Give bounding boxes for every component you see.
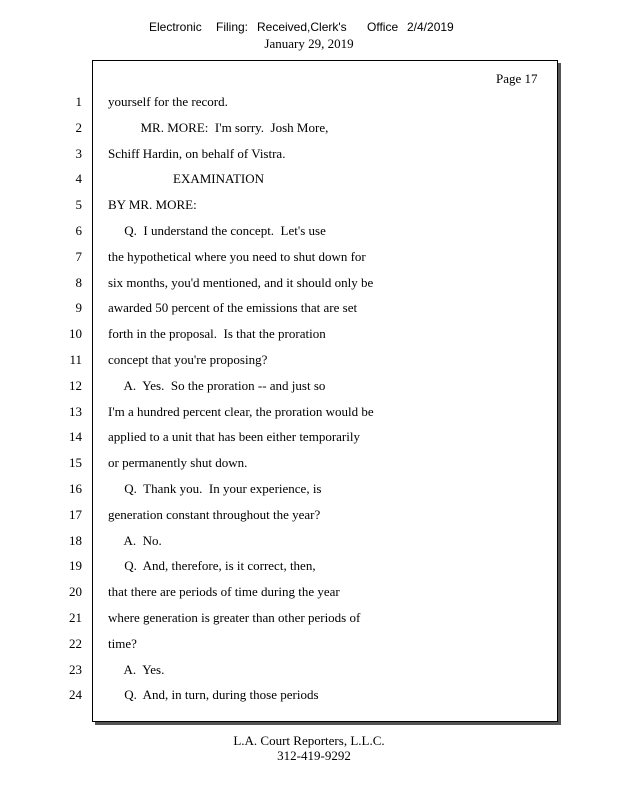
line-text: six months, you'd mentioned, and it should only be xyxy=(108,274,374,290)
line-number: 3 xyxy=(75,145,82,161)
line-text: forth in the proposal. Is that the proration xyxy=(108,326,326,342)
line-number: 12 xyxy=(69,377,82,393)
line-text: A. No. xyxy=(108,532,162,548)
line-text: the hypothetical where you need to shut down for xyxy=(108,248,366,264)
line-text: MR. MORE: I'm sorry. Josh More, xyxy=(108,119,329,135)
filing-word-electronic: Electronic xyxy=(149,20,202,34)
line-number: 14 xyxy=(69,429,82,445)
line-text: or permanently shut down. xyxy=(108,455,248,471)
line-text: I'm a hundred percent clear, the proration would be xyxy=(108,403,374,419)
line-number: 16 xyxy=(69,481,82,496)
line-number: 1 xyxy=(75,94,82,109)
line-text: A. Yes. xyxy=(108,661,165,677)
line-number: 18 xyxy=(69,532,82,548)
line-number: 2 xyxy=(75,119,82,135)
line-text: concept that you're proposing? xyxy=(108,352,268,367)
filing-stamp xyxy=(0,20,618,36)
line-number: 23 xyxy=(69,661,82,677)
line-number: 24 xyxy=(69,687,82,703)
line-number: 4 xyxy=(75,171,82,187)
line-text: applied to a unit that has been either temporarily xyxy=(108,429,360,445)
filing-word-office: Office xyxy=(367,20,399,34)
line-number: 6 xyxy=(75,223,82,238)
line-text: BY MR. MORE: xyxy=(108,197,197,213)
line-number: 21 xyxy=(69,610,82,625)
line-text: Q. Thank you. In your experience, is xyxy=(108,481,322,496)
line-text: Q. And, in turn, during those periods xyxy=(108,687,319,703)
line-text: time? xyxy=(108,635,137,651)
line-number: 10 xyxy=(69,326,82,342)
line-number: 8 xyxy=(75,274,82,290)
transcript-date: January 29, 2019 xyxy=(264,36,354,51)
page-number: Page 17 xyxy=(496,71,538,86)
line-text: Q. And, therefore, is it correct, then, xyxy=(108,558,316,574)
filing-date: 2/4/2019 xyxy=(407,20,454,34)
line-text: generation constant throughout the year? xyxy=(108,506,321,522)
line-text: where generation is greater than other periods of xyxy=(108,610,361,625)
line-number: 5 xyxy=(75,197,82,213)
line-text: Schiff Hardin, on behalf of Vistra. xyxy=(108,145,286,161)
line-text: Q. I understand the concept. Let's use xyxy=(108,223,326,238)
line-number: 13 xyxy=(69,403,82,419)
line-number: 15 xyxy=(69,455,82,471)
footer-phone: 312-419-9292 xyxy=(277,748,351,763)
line-number: 19 xyxy=(69,558,82,574)
line-number: 11 xyxy=(69,352,82,367)
filing-word-filing: Filing: xyxy=(216,20,249,34)
line-text: awarded 50 percent of the emissions that are set xyxy=(108,300,358,316)
line-text: yourself for the record. xyxy=(108,94,228,109)
line-number: 9 xyxy=(75,300,82,316)
footer-company: L.A. Court Reporters, L.L.C. xyxy=(233,733,385,748)
line-text: EXAMINATION xyxy=(108,171,264,187)
line-text: A. Yes. So the proration -- and just so xyxy=(108,377,326,393)
filing-word-received: Received,Clerk's xyxy=(257,20,347,34)
line-number: 17 xyxy=(69,506,82,522)
line-number: 20 xyxy=(69,584,82,600)
line-number: 7 xyxy=(75,248,82,264)
line-number: 22 xyxy=(69,635,82,651)
line-text: that there are periods of time during the year xyxy=(108,584,340,600)
